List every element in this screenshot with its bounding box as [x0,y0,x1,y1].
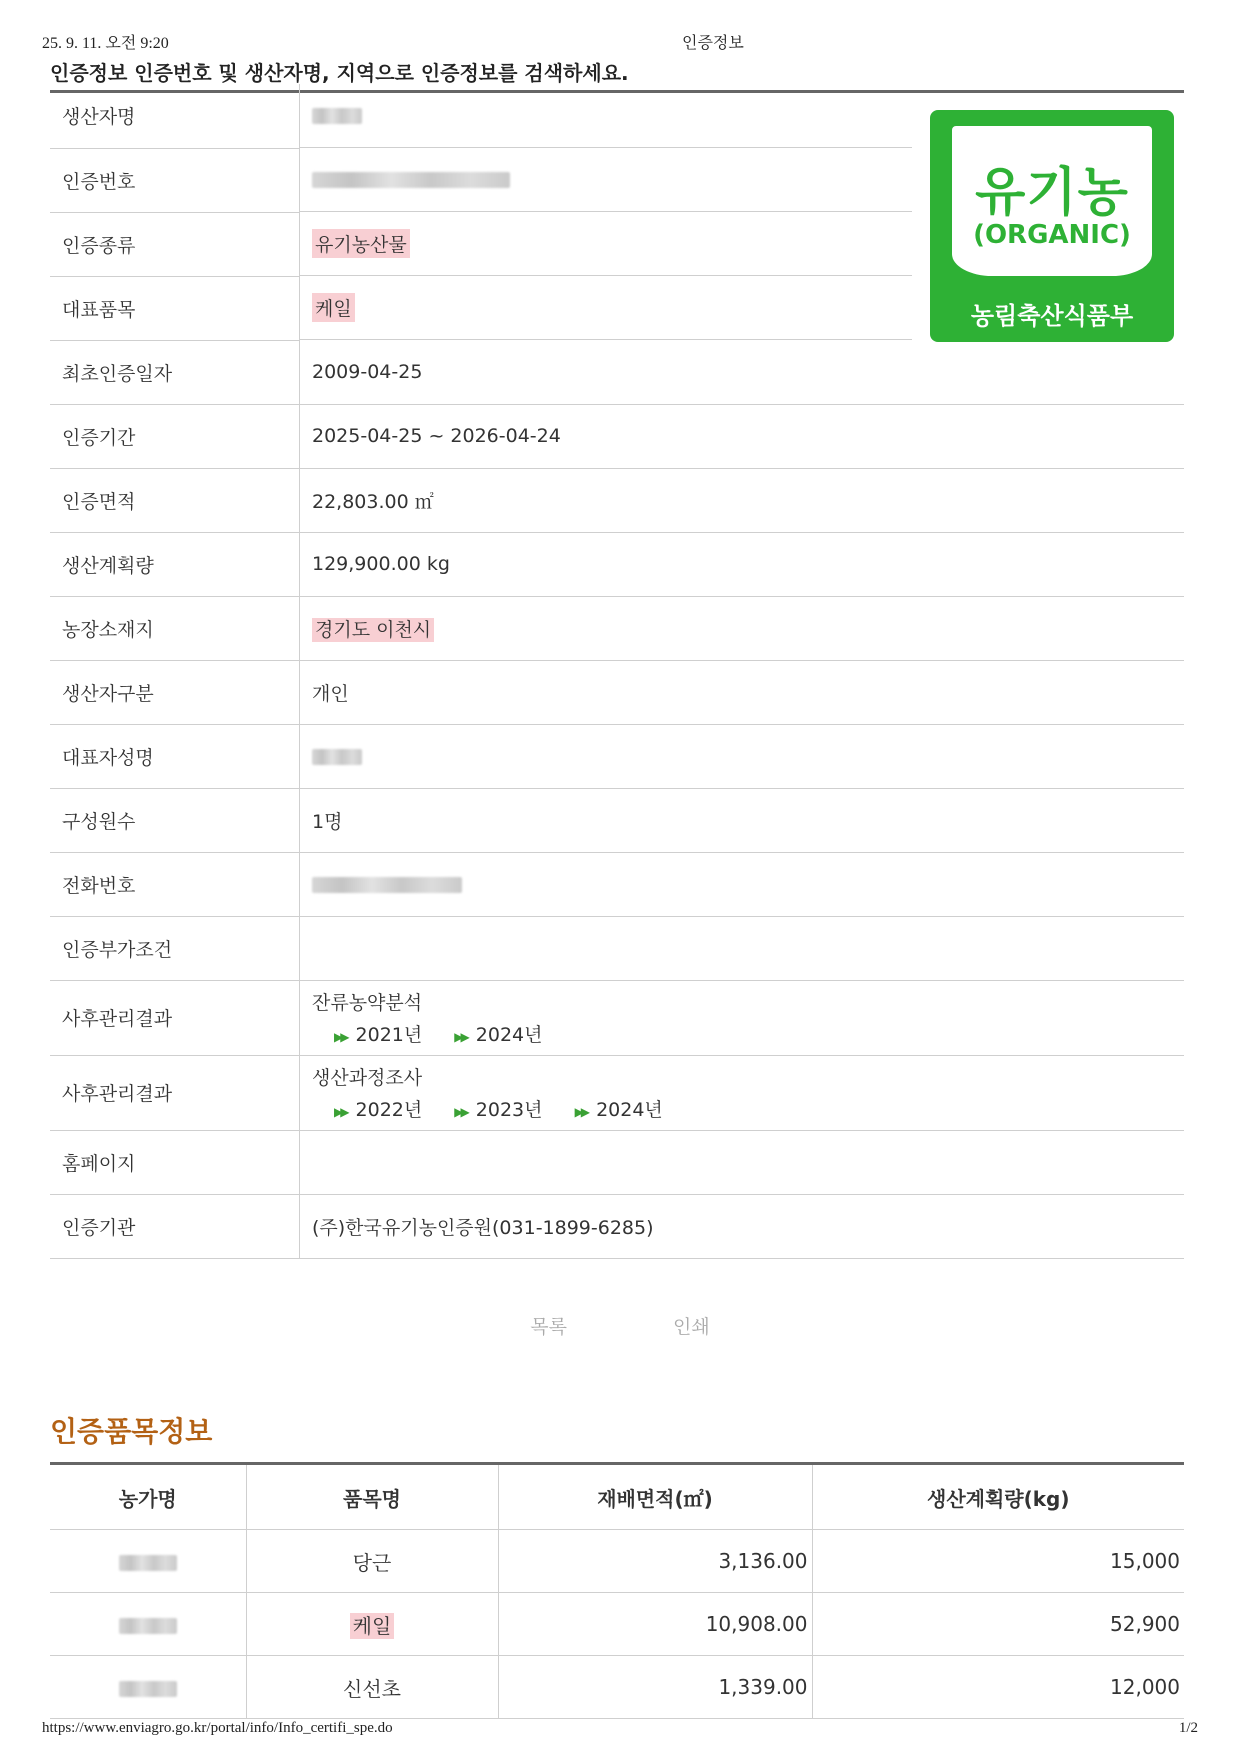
cert-number-redacted [312,172,510,188]
cert-items-table [50,1462,1184,1719]
row-first-cert-date [50,340,1184,404]
row-extra-conditions [50,916,1184,980]
row-members [50,788,1184,852]
planned-output-label: 생산계획량 [50,532,300,596]
row-cert-body [50,1194,1184,1258]
col-header-item: 품목명 [246,1464,498,1530]
producer-name-label: 생산자명 [50,84,300,148]
row-post-mgmt-1 [50,980,1184,1055]
phone-redacted [312,877,462,893]
representative-label: 대표자성명 [50,724,300,788]
farm-name-redacted [119,1618,177,1634]
double-arrow-icon: ▶▶ [334,1030,347,1044]
homepage-value [300,1130,1185,1194]
item-area: 10,908.00 [498,1593,812,1656]
planned-output-value: 129,900.00 kg [300,532,1185,596]
double-arrow-icon: ▶▶ [334,1105,347,1119]
row-cert-period [50,404,1184,468]
organic-cert-mark [930,110,1174,342]
post-mgmt-1-year-link[interactable]: ▶▶ 2024년 [454,1024,543,1046]
double-arrow-icon: ▶▶ [454,1105,467,1119]
cert-body-label: 인증기관 [50,1194,300,1258]
list-button[interactable]: 목록 [530,1316,567,1338]
cert-area-label: 인증면적 [50,468,300,532]
post-mgmt-2-year-link[interactable]: ▶▶ 2023년 [454,1099,543,1121]
item-name: 신선초 [246,1656,498,1719]
cert-number-label: 인증번호 [50,148,300,212]
main-item-label: 대표품목 [50,276,300,340]
members-value: 1명 [300,788,1185,852]
cert-area-value: 22,803.00 ㎡ [300,468,1185,532]
extra-conditions-label: 인증부가조건 [50,916,300,980]
print-url: https://www.enviagro.go.kr/portal/info/Info_certifi_spe.do [42,1720,393,1736]
cert-body-value: (주)한국유기농인증원(031-1899-6285) [300,1194,1185,1258]
row-homepage [50,1130,1184,1194]
phone-label: 전화번호 [50,852,300,916]
double-arrow-icon: ▶▶ [454,1030,467,1044]
first-cert-date-value: 2009-04-25 [300,340,1185,404]
row-representative [50,724,1184,788]
cert-type-label: 인증종류 [50,212,300,276]
table-row [50,1593,1184,1656]
organic-mark-subtitle: (ORGANIC) [973,220,1131,250]
first-cert-date-label: 최초인증일자 [50,340,300,404]
item-name: 케일 [350,1613,395,1639]
table-header-row [50,1464,1184,1530]
organic-mark-ministry: 농림축산식품부 [970,302,1134,330]
item-area: 3,136.00 [498,1530,812,1593]
item-output: 12,000 [812,1656,1184,1719]
print-footer [42,1720,1198,1742]
post-mgmt-1-label: 사후관리결과 [50,980,300,1055]
print-title: 인증정보 [682,35,744,52]
extra-conditions-value [300,916,1185,980]
row-phone [50,852,1184,916]
item-name: 당근 [246,1530,498,1593]
post-mgmt-2-title: 생산과정조사 [312,1067,423,1089]
farm-location-label: 농장소재지 [50,596,300,660]
cert-period-value: 2025-04-25 ~ 2026-04-24 [300,404,1185,468]
row-cert-area [50,468,1184,532]
print-date: 25. 9. 11. 오전 9:20 [42,35,169,52]
representative-redacted [312,749,362,765]
row-post-mgmt-2 [50,1055,1184,1130]
col-header-farm: 농가명 [50,1464,246,1530]
row-planned-output [50,532,1184,596]
row-producer-type [50,660,1184,724]
cert-type-value: 유기농산물 [312,229,410,258]
main-item-value: 케일 [312,293,355,322]
print-header [42,30,1198,54]
print-button[interactable]: 인쇄 [673,1316,710,1338]
table-row [50,1530,1184,1593]
producer-name-redacted [312,108,362,124]
row-farm-location [50,596,1184,660]
producer-type-label: 생산자구분 [50,660,300,724]
post-mgmt-2-label: 사후관리결과 [50,1055,300,1130]
homepage-label: 홈페이지 [50,1130,300,1194]
page-intro: 인증정보 인증번호 및 생산자명, 지역으로 인증정보를 검색하세요. [50,57,1184,93]
farm-name-redacted [119,1681,177,1697]
item-output: 52,900 [812,1593,1184,1656]
producer-type-value: 개인 [300,660,1185,724]
col-header-area: 재배면적(㎡) [498,1464,812,1530]
farm-name-redacted [119,1555,177,1571]
members-label: 구성원수 [50,788,300,852]
farm-location-value: 경기도 이천시 [312,618,434,642]
double-arrow-icon: ▶▶ [574,1105,588,1119]
organic-mark-title: 유기농 [975,163,1129,223]
table-row [50,1656,1184,1719]
item-output: 15,000 [812,1530,1184,1593]
action-buttons [0,1312,1240,1339]
post-mgmt-1-title: 잔류농약분석 [312,992,423,1014]
post-mgmt-2-year-link[interactable]: ▶▶ 2022년 [334,1099,423,1121]
post-mgmt-2-year-link[interactable]: ▶▶ 2024년 [574,1099,663,1121]
page-number: 1/2 [1178,1720,1198,1736]
post-mgmt-1-year-link[interactable]: ▶▶ 2021년 [334,1024,423,1046]
items-section-title: 인증품목정보 [50,1415,213,1448]
cert-period-label: 인증기간 [50,404,300,468]
col-header-output: 생산계획량(kg) [812,1464,1184,1530]
item-area: 1,339.00 [498,1656,812,1719]
